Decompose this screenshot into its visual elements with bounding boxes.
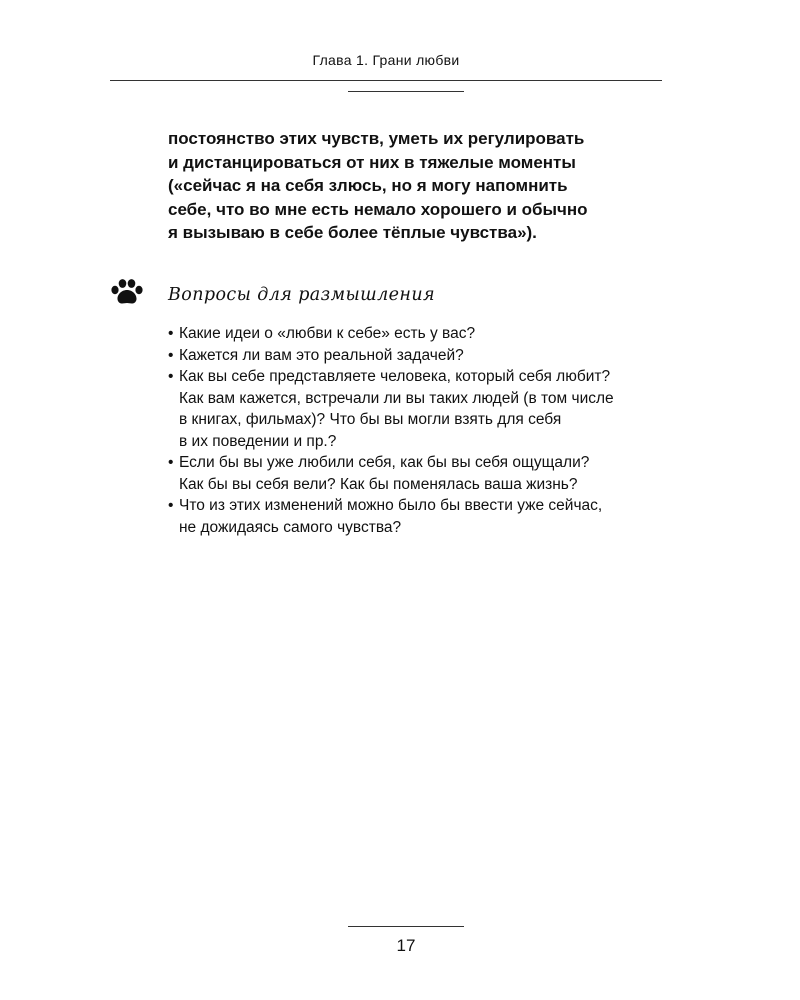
header-rule	[110, 80, 662, 81]
header-short-rule	[348, 91, 464, 92]
list-item-line: • Что из этих изменений можно было бы ввести уже сейчас,	[179, 497, 603, 514]
list-item-line: • Какие идеи о «любви к себе» есть у вас?	[179, 325, 476, 342]
list-item-line: • Если бы вы уже любили себя, как бы вы себя ощущали?	[179, 454, 590, 471]
list-item	[168, 345, 688, 367]
intro-paragraph	[168, 127, 668, 245]
intro-line: и дистанцироваться от них в тяжелые моменты	[168, 152, 576, 172]
list-item	[168, 495, 688, 538]
page-number: 17	[396, 936, 416, 955]
list-item	[168, 323, 688, 345]
questions-list	[168, 323, 688, 538]
list-item-line: Как бы вы себя вели? Как бы поменялась ваша жизнь?	[179, 475, 578, 493]
intro-line: я вызываю в себе более тёплые чувства»).	[168, 223, 537, 242]
paw-print-icon	[110, 278, 144, 306]
list-item-line: Как вам кажется, встречали ли вы таких людей (в том числе	[179, 389, 614, 407]
list-item-line: в книгах, фильмах)? Что бы вы могли взять для себя	[179, 411, 562, 428]
list-item	[168, 366, 688, 452]
list-item-line: в их поведении и пр.?	[179, 432, 337, 450]
intro-line: себе, что во мне есть немало хорошего и обычно	[168, 199, 588, 219]
footer-rule	[348, 926, 464, 927]
list-item-line: • Как вы себе представляете человека, который себя любит?	[179, 368, 611, 385]
list-item-line: • Кажется ли вам это реальной задачей?	[179, 346, 464, 364]
running-head: Глава 1. Грани любви	[312, 52, 460, 68]
intro-line: постоянство этих чувств, уметь их регулировать	[168, 129, 585, 148]
section-heading: Вопросы для размышления	[168, 285, 436, 305]
intro-line: («сейчас я на себя злюсь, но я могу напомнить	[168, 176, 568, 195]
list-item-line: не дожидаясь самого чувства?	[179, 518, 402, 536]
list-item	[168, 452, 688, 495]
